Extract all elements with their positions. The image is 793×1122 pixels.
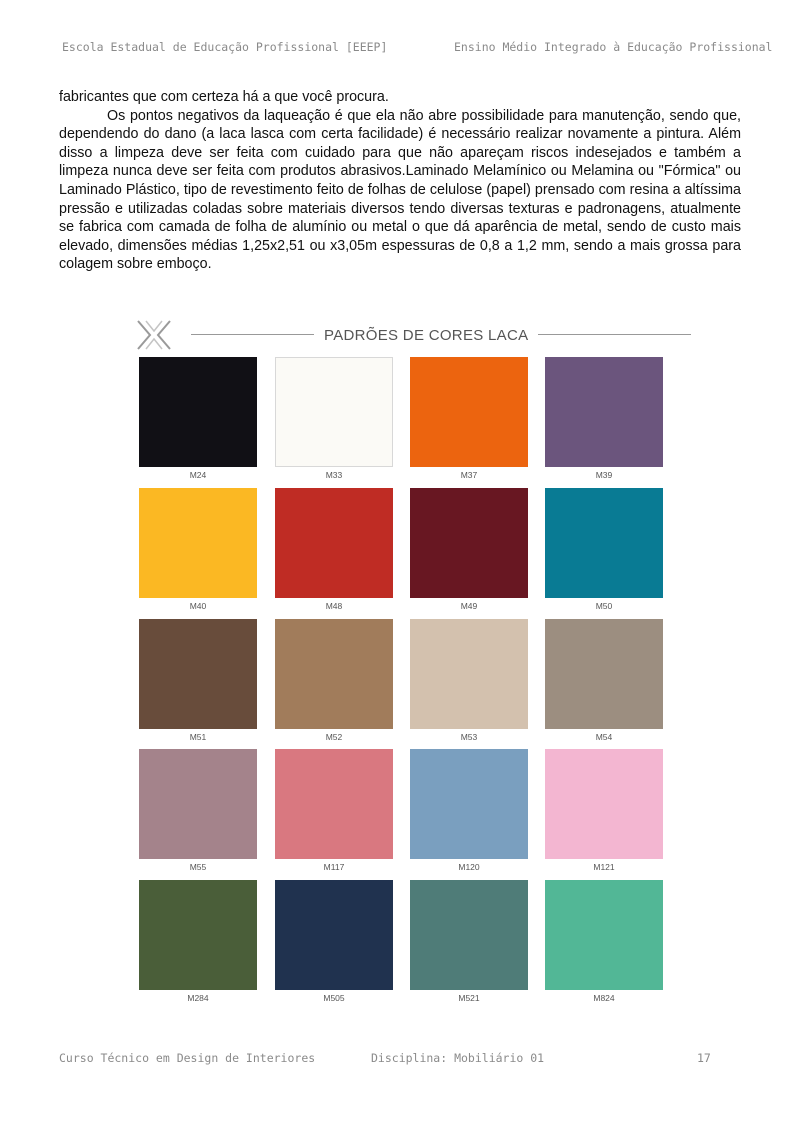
swatch-code: M39 bbox=[595, 470, 613, 480]
swatch-code: M50 bbox=[595, 601, 613, 611]
swatch-chip bbox=[275, 488, 393, 598]
swatch-code: M53 bbox=[460, 732, 478, 742]
swatch-code: M120 bbox=[458, 862, 480, 872]
body-text bbox=[59, 88, 741, 274]
swatch-chip bbox=[545, 488, 663, 598]
swatch-chip bbox=[139, 488, 257, 598]
swatch-m48 bbox=[275, 488, 393, 611]
swatch-m55 bbox=[139, 749, 257, 872]
swatch-m121 bbox=[545, 749, 663, 872]
swatch-chip bbox=[139, 749, 257, 859]
swatch-m505 bbox=[275, 880, 393, 1003]
swatch-m51 bbox=[139, 619, 257, 742]
header-program: Ensino Médio Integrado à Educação Profissional bbox=[454, 40, 773, 54]
swatch-code: M505 bbox=[323, 993, 345, 1003]
swatch-code: M521 bbox=[458, 993, 480, 1003]
swatch-m33 bbox=[275, 357, 393, 480]
swatch-code: M24 bbox=[189, 470, 207, 480]
swatch-code: M33 bbox=[325, 470, 343, 480]
swatch-chip bbox=[275, 357, 393, 467]
swatch-chip bbox=[139, 880, 257, 990]
paragraph-continuation: fabricantes que com certeza há a que você procura. bbox=[59, 89, 389, 105]
swatch-code: M117 bbox=[323, 862, 345, 872]
swatch-code: M54 bbox=[595, 732, 613, 742]
swatch-code: M51 bbox=[189, 732, 207, 742]
swatch-m54 bbox=[545, 619, 663, 742]
swatch-chip bbox=[275, 619, 393, 729]
swatch-chip bbox=[139, 619, 257, 729]
swatch-m52 bbox=[275, 619, 393, 742]
swatch-m49 bbox=[410, 488, 528, 611]
swatch-m284 bbox=[139, 880, 257, 1003]
page-number: 17 bbox=[697, 1051, 711, 1065]
swatch-chip bbox=[410, 749, 528, 859]
paragraph-lacquer: Os pontos negativos da laqueação é que ela não abre possibilidade para manutenção, sendo que, dependendo do dano (a laca lasca com certa facilidade) é necessário realizar novamente a pintura. Além disso a limpeza deve ser feita com cuidado para que não apareçam riscos indesejados e também a limpeza nunca deve ser feita com produtos abrasivos.Laminado Melamínico ou Melamina ou "Fórmica" ou Laminado Plástico, tipo de revestimento feito de folhas de celulose (papel) prensado com resina a altíssima pressão e utilizadas coladas sobre materiais diversos tendo diversas texturas e padronagens, atualmente se fabrica com camada de folha de alumínio ou metal o que dá aparência de metal, sendo de custo mais elevado, dimensões médias 1,25x2,51 ou x3,05m espessuras de 0,8 a 1,2 mm, sendo a mais grossa para colagem sobre emboço. bbox=[59, 107, 741, 273]
swatch-m37 bbox=[410, 357, 528, 480]
swatch-code: M49 bbox=[460, 601, 478, 611]
swatch-code: M40 bbox=[189, 601, 207, 611]
footer-course: Curso Técnico em Design de Interiores bbox=[59, 1051, 316, 1065]
swatch-code: M55 bbox=[189, 862, 207, 872]
swatch-chip bbox=[545, 357, 663, 467]
color-chart-figure bbox=[88, 307, 700, 1005]
swatch-chip bbox=[545, 619, 663, 729]
swatch-m24 bbox=[139, 357, 257, 480]
swatch-m53 bbox=[410, 619, 528, 742]
chart-title: PADRÕES DE CORES LACA bbox=[314, 327, 538, 344]
swatch-chip bbox=[410, 619, 528, 729]
swatch-m824 bbox=[545, 880, 663, 1003]
swatch-chip bbox=[410, 357, 528, 467]
x-logo-icon bbox=[136, 319, 172, 351]
swatch-code: M284 bbox=[187, 993, 209, 1003]
footer-discipline: Disciplina: Mobiliário 01 bbox=[371, 1051, 545, 1065]
swatch-m39 bbox=[545, 357, 663, 480]
swatch-m117 bbox=[275, 749, 393, 872]
swatch-code: M824 bbox=[593, 993, 615, 1003]
swatch-chip bbox=[545, 749, 663, 859]
swatch-chip bbox=[275, 749, 393, 859]
header-school: Escola Estadual de Educação Profissional [EEEP] bbox=[62, 40, 388, 54]
swatch-chip bbox=[139, 357, 257, 467]
swatch-chip bbox=[275, 880, 393, 990]
swatch-m50 bbox=[545, 488, 663, 611]
swatch-m40 bbox=[139, 488, 257, 611]
swatch-code: M52 bbox=[325, 732, 343, 742]
swatch-code: M48 bbox=[325, 601, 343, 611]
swatch-chip bbox=[410, 488, 528, 598]
swatch-chip bbox=[410, 880, 528, 990]
swatch-m521 bbox=[410, 880, 528, 1003]
swatch-m120 bbox=[410, 749, 528, 872]
swatch-chip bbox=[545, 880, 663, 990]
swatch-code: M37 bbox=[460, 470, 478, 480]
swatch-code: M121 bbox=[593, 862, 615, 872]
